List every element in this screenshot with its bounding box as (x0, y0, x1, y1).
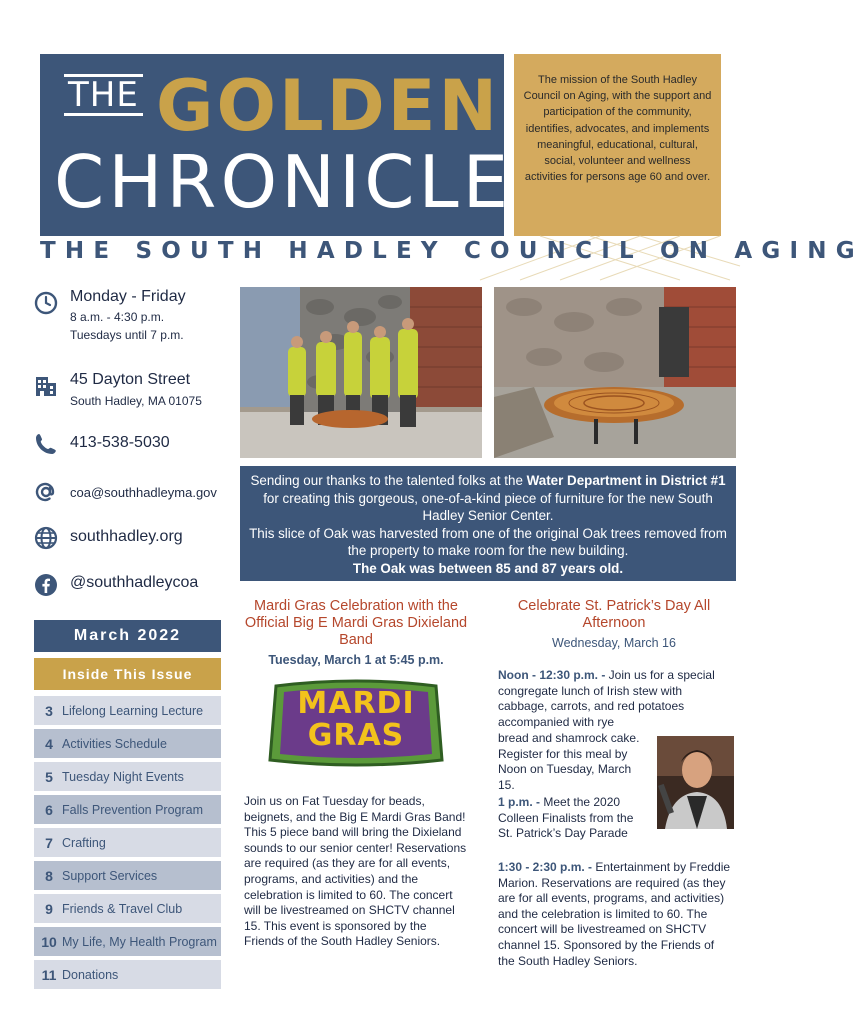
entertainment-time: 1:30 - 2:30 p.m. - (498, 860, 593, 874)
toc-item[interactable] (34, 795, 221, 824)
st-patricks-date: Wednesday, March 16 (552, 636, 676, 650)
toc-page: 9 (45, 900, 53, 917)
st-patricks-lunch-intro (498, 668, 730, 730)
st-patricks-colleen (498, 795, 648, 842)
hours-extra: Tuesdays until 7 p.m. (70, 328, 184, 342)
masthead-chronicle: CHRONICLE (54, 140, 513, 224)
caption-part2: for creating this gorgeous, one-of-a-kind piece of furniture for the new South Hadley Senior Center. (263, 490, 713, 523)
toc-page: 3 (45, 702, 53, 719)
toc-label: Donations (62, 967, 119, 982)
toc-item[interactable] (34, 927, 221, 956)
clock-icon (34, 291, 58, 315)
toc-page: 7 (45, 834, 53, 851)
toc-page: 5 (45, 768, 53, 785)
toc-label: Friends & Travel Club (62, 901, 183, 916)
oak-table-photo (494, 287, 736, 458)
toc-page: 4 (45, 735, 53, 752)
toc-label: Crafting (62, 835, 106, 850)
caption-part1: Sending our thanks to the talented folks at the (250, 473, 527, 488)
toc-page: 8 (45, 867, 53, 884)
st-patricks-entertainment (498, 860, 734, 969)
colleen-time: 1 p.m. - (498, 795, 541, 809)
facebook-handle[interactable]: @southhadleycoa (70, 574, 199, 591)
toc-label: Support Services (62, 868, 158, 883)
phone-icon (34, 432, 58, 456)
globe-icon (34, 526, 58, 550)
address-street: 45 Dayton Street (70, 371, 191, 388)
address-city: South Hadley, MA 01075 (70, 394, 202, 408)
toc-label: Activities Schedule (62, 736, 167, 751)
website-link[interactable]: southhadley.org (70, 528, 183, 545)
toc-item[interactable] (34, 894, 221, 923)
phone-number[interactable]: 413-538-5030 (70, 434, 170, 451)
st-patricks-headline: Celebrate St. Patrick’s Day All Afternoon (517, 598, 711, 631)
freddie-marion-photo (657, 736, 734, 829)
lunch-text: Join us for a special congregate lunch of Irish stew with cabbage, carrots, and red potatoes accompanied with rye (498, 668, 715, 729)
hours-days: Monday - Friday (70, 288, 186, 305)
toc-label: Lifelong Learning Lecture (62, 703, 204, 718)
toc-label: My Life, My Health Program (62, 934, 217, 949)
colleen-text: Meet the 2020 Colleen Finalists from the St. Patrick’s Day Parade (498, 795, 634, 841)
toc-label: Tuesday Night Events (62, 769, 184, 784)
mardi-gras-body: Join us on Fat Tuesday for beads, beignets, and the Big E Mardi Gras Band! This 5 piece band will bring the Dixieland sounds to our senior center! Reservations are required (as they are for all events, programs, and activities) and the celebration is limited to 60. The concert will be livestreamed on SHCTV channel 15. This event is sponsored by the Friends of the South Hadley Seniors. (244, 794, 467, 949)
mardi-gras-date: Tuesday, March 1 at 5:45 p.m. (268, 653, 444, 667)
caption-bold1: Water Department in District #1 (526, 473, 726, 488)
hours-time: 8 a.m. - 4:30 p.m. (70, 310, 165, 324)
caption-part3: This slice of Oak was harvested from one of the original Oak trees removed from the property to make room for the new building. (249, 525, 727, 558)
issue-month: March 2022 (34, 620, 221, 652)
toc-item[interactable] (34, 861, 221, 890)
mission-statement: The mission of the South Hadley Council on Aging, with the support and participation of the community, identifies, advocates, and implements meaningful, educational, cultural, social, volunteer and wellness activities for persons age 60 and over. (514, 54, 721, 236)
mardi-gras-headline: Mardi Gras Celebration with the Official Big E Mardi Gras Dixieland Band (244, 598, 468, 648)
toc-page: 6 (45, 801, 53, 818)
photo-caption (240, 466, 736, 581)
mardi-gras-logo-line1: MARDI (297, 686, 415, 721)
toc-item[interactable] (34, 696, 221, 725)
entertainment-text: Entertainment by Freddie Marion. Reservations are required (as they are for all events, programs, and activities) and the celebration is limited to 60. The concert will be livestreamed on SHCTV channel 15. Sponsored by the Friends of the South Hadley Seniors. (498, 860, 731, 968)
masthead-subtitle: THE SOUTH HADLEY COUNCIL ON AGING (40, 238, 864, 264)
toc-item[interactable] (34, 729, 221, 758)
toc-item[interactable] (34, 960, 221, 989)
at-icon (34, 480, 58, 504)
toc-label: Falls Prevention Program (62, 802, 204, 817)
facebook-icon (34, 573, 58, 597)
caption-bold2: The Oak was between 85 and 87 years old. (352, 560, 624, 576)
water-department-crew-photo (240, 287, 482, 458)
mardi-gras-logo-line2: GRAS (307, 718, 405, 753)
email-address[interactable]: coa@southhadleyma.gov (70, 485, 217, 500)
inside-this-issue-heading: Inside This Issue (34, 658, 221, 690)
building-icon (34, 374, 58, 398)
toc-item[interactable] (34, 762, 221, 791)
mardi-gras-logo (266, 678, 446, 768)
toc-page: 10 (41, 933, 57, 950)
masthead-the: THE (64, 74, 143, 116)
lunch-time: Noon - 12:30 p.m. - (498, 668, 606, 682)
toc-item[interactable] (34, 828, 221, 857)
toc-page: 11 (41, 966, 57, 983)
masthead-golden: GOLDEN (156, 65, 501, 147)
st-patricks-lunch-continued: bread and shamrock cake. Register for this meal by Noon on Tuesday, March 15. (498, 731, 640, 792)
